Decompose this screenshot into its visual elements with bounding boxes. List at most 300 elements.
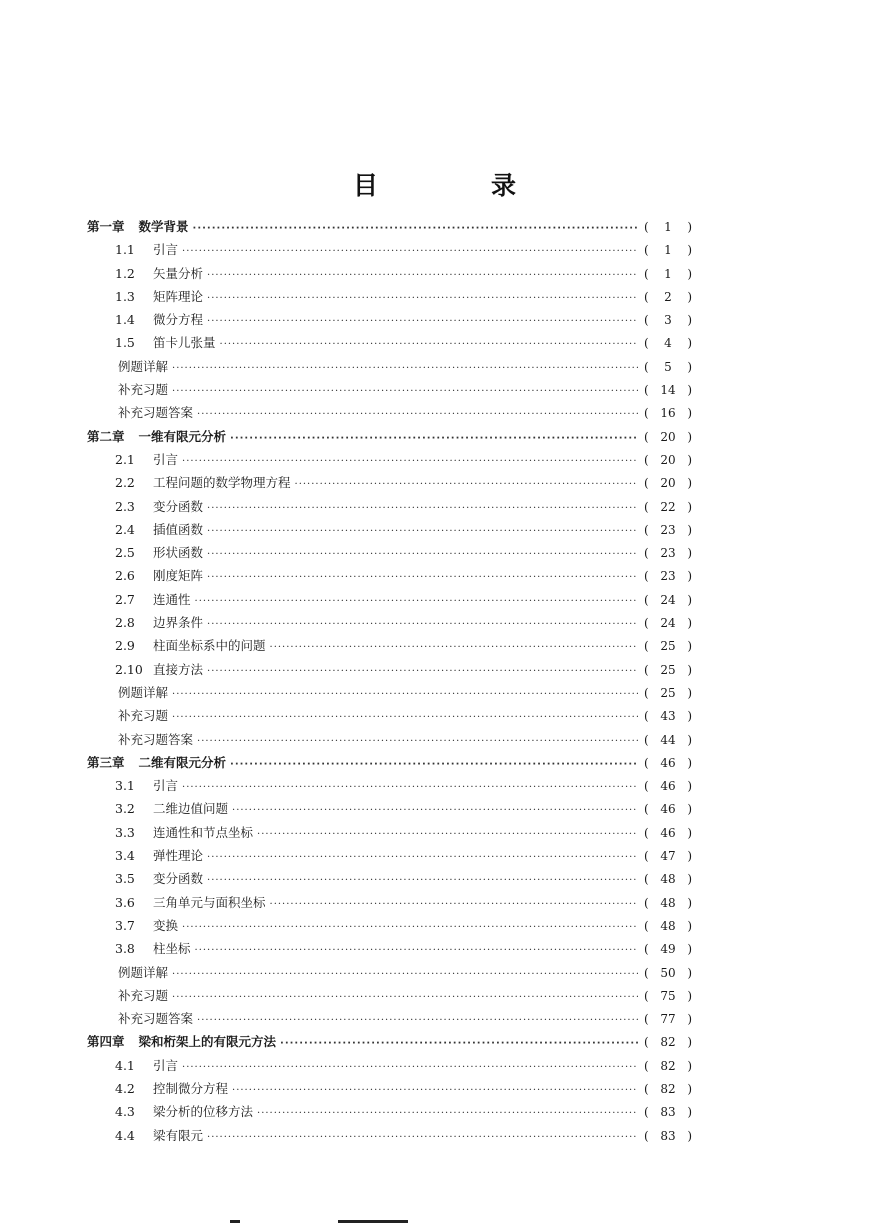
- paren-open: (: [644, 522, 649, 537]
- dot-leader: [280, 1032, 638, 1055]
- paren-close: ): [687, 336, 692, 351]
- paren-open: (: [644, 266, 649, 281]
- paren-close: ): [687, 406, 692, 421]
- paren-open: (: [644, 569, 649, 584]
- table-of-contents: [87, 215, 692, 1147]
- dot-leader: [207, 520, 638, 543]
- toc-page-number: [644, 449, 692, 472]
- toc-entry-title: 补充习题答案: [118, 405, 194, 421]
- toc-page-number: [644, 1008, 692, 1031]
- paren-open: (: [644, 592, 649, 607]
- toc-entry-heading: [87, 588, 191, 611]
- paren-close: ): [687, 639, 692, 654]
- paren-close: ): [687, 709, 692, 724]
- dot-leader: [207, 613, 638, 636]
- paren-open: (: [644, 685, 649, 700]
- paren-open: (: [644, 965, 649, 980]
- page-number-value: 46: [660, 779, 676, 794]
- toc-entry-title: 梁和桁架上的有限元方法: [138, 1034, 277, 1050]
- toc-page-number: [644, 1078, 692, 1101]
- dot-leader: [197, 403, 638, 426]
- toc-page-number: [644, 332, 692, 355]
- dot-leader: [232, 1079, 638, 1102]
- toc-entry-title: 梁有限元: [153, 1127, 204, 1143]
- paren-close: ): [687, 918, 692, 933]
- toc-page-number: [644, 938, 692, 961]
- paren-open: (: [644, 942, 649, 957]
- toc-entry-row[interactable]: [87, 728, 692, 751]
- paren-open: (: [644, 336, 649, 351]
- toc-entry-title: 变分函数: [153, 871, 204, 887]
- page-number-value: 23: [660, 522, 676, 537]
- toc-entry-row[interactable]: [87, 937, 692, 960]
- toc-entry-title: 引言: [153, 1057, 179, 1073]
- toc-page-number: [644, 659, 692, 682]
- paren-open: (: [644, 802, 649, 817]
- paren-close: ): [687, 429, 692, 444]
- dot-leader: [172, 963, 638, 986]
- toc-page-number: [644, 822, 692, 845]
- page-number-value: 83: [660, 1105, 676, 1120]
- toc-entry-row[interactable]: [87, 774, 692, 797]
- toc-entry-heading: [87, 378, 168, 401]
- paren-close: ): [687, 942, 692, 957]
- toc-entry-row[interactable]: [87, 564, 692, 587]
- dot-leader: [182, 240, 638, 263]
- page-number-value: 48: [660, 872, 676, 887]
- paren-close: ): [687, 1081, 692, 1096]
- toc-entry-row[interactable]: [87, 1124, 692, 1147]
- toc-entry-row[interactable]: [87, 961, 692, 984]
- dot-leader: [232, 799, 638, 822]
- toc-entry-number: 2.6: [115, 568, 135, 584]
- toc-entry-heading: [87, 774, 178, 797]
- toc-entry-number: 1.4: [115, 312, 135, 328]
- page-number-value: 48: [660, 895, 676, 910]
- paren-open: (: [644, 546, 649, 561]
- paren-open: (: [644, 779, 649, 794]
- toc-entry-row[interactable]: [87, 495, 692, 518]
- toc-entry-row[interactable]: [87, 658, 692, 681]
- paren-close: ): [687, 569, 692, 584]
- paren-open: (: [644, 1081, 649, 1096]
- toc-entry-row[interactable]: [87, 821, 692, 844]
- toc-entry-title: 矢量分析: [153, 265, 204, 281]
- toc-entry-row[interactable]: [87, 262, 692, 285]
- toc-entry-title: 补充习题答案: [118, 731, 194, 747]
- toc-entry-title: 一维有限元分析: [138, 428, 227, 444]
- paren-open: (: [644, 289, 649, 304]
- dot-leader: [182, 450, 638, 473]
- toc-chapter-row[interactable]: [87, 215, 692, 238]
- toc-entry-number: 4.4: [115, 1127, 135, 1143]
- toc-entry-heading: [87, 704, 168, 727]
- toc-entry-heading: [87, 658, 203, 681]
- bottom-edge-mark: [230, 1220, 240, 1223]
- toc-entry-row[interactable]: [87, 401, 692, 424]
- bottom-edge-mark: [338, 1220, 408, 1223]
- toc-entry-row[interactable]: [87, 238, 692, 261]
- page-number-value: 2: [664, 289, 672, 304]
- toc-entry-heading: [87, 331, 216, 354]
- paren-open: (: [644, 429, 649, 444]
- page-number-value: 46: [660, 755, 676, 770]
- toc-entry-number: 3.7: [115, 917, 135, 933]
- paren-open: (: [644, 755, 649, 770]
- toc-entry-row[interactable]: [87, 471, 692, 494]
- toc-page-number: [644, 775, 692, 798]
- page-number-value: 83: [660, 1128, 676, 1143]
- toc-chapter-row[interactable]: [87, 751, 692, 774]
- toc-entry-row[interactable]: [87, 355, 692, 378]
- toc-entry-title: 控制微分方程: [153, 1080, 229, 1096]
- toc-entry-number: 3.3: [115, 824, 135, 840]
- paren-close: ): [687, 289, 692, 304]
- toc-entry-row[interactable]: [87, 448, 692, 471]
- toc-page-number: [644, 565, 692, 588]
- paren-open: (: [644, 1058, 649, 1073]
- toc-entry-title: 形状函数: [153, 545, 204, 561]
- toc-page-number: [644, 985, 692, 1008]
- page-number-value: 5: [664, 359, 672, 374]
- page-title: 目 录: [352, 171, 560, 200]
- paren-open: (: [644, 499, 649, 514]
- toc-page-number: [644, 379, 692, 402]
- paren-open: (: [644, 639, 649, 654]
- paren-open: (: [644, 616, 649, 631]
- page-number-value: 20: [660, 429, 676, 444]
- toc-entry-number: 2.5: [115, 545, 135, 561]
- paren-close: ): [687, 546, 692, 561]
- toc-entry-title: 变换: [153, 917, 179, 933]
- dot-leader: [172, 380, 638, 403]
- dot-leader: [207, 497, 638, 520]
- toc-entry-row[interactable]: [87, 378, 692, 401]
- toc-entry-number: 1.1: [115, 242, 135, 258]
- dot-leader: [230, 753, 638, 776]
- paren-open: (: [644, 849, 649, 864]
- toc-entry-heading: [87, 215, 189, 238]
- dot-leader: [207, 264, 638, 287]
- toc-page-number: [644, 635, 692, 658]
- toc-entry-title: 补充习题: [118, 382, 169, 398]
- toc-entry-number: 3.1: [115, 778, 135, 794]
- toc-entry-heading: [87, 308, 203, 331]
- toc-entry-row[interactable]: [87, 285, 692, 308]
- paren-open: (: [644, 988, 649, 1003]
- toc-entry-row[interactable]: [87, 704, 692, 727]
- toc-page-number: [644, 962, 692, 985]
- paren-close: ): [687, 802, 692, 817]
- toc-entry-number: 3.2: [115, 801, 135, 817]
- toc-page-number: [644, 542, 692, 565]
- paren-open: (: [644, 243, 649, 258]
- paren-open: (: [644, 383, 649, 398]
- toc-entry-heading: [87, 634, 266, 657]
- dot-leader: [207, 287, 638, 310]
- toc-page-number: [644, 798, 692, 821]
- page-number-value: 46: [660, 802, 676, 817]
- paren-open: (: [644, 709, 649, 724]
- paren-close: ): [687, 755, 692, 770]
- toc-entry-title: 微分方程: [153, 312, 204, 328]
- paren-open: (: [644, 1128, 649, 1143]
- toc-chapter-row[interactable]: [87, 1030, 692, 1053]
- toc-entry-number: 2.8: [115, 615, 135, 631]
- page-number-value: 23: [660, 546, 676, 561]
- page-number-value: 43: [660, 709, 676, 724]
- dot-leader: [195, 939, 638, 962]
- page-number-value: 20: [660, 476, 676, 491]
- toc-page-number: [644, 589, 692, 612]
- paren-close: ): [687, 1035, 692, 1050]
- paren-close: ): [687, 243, 692, 258]
- paren-open: (: [644, 732, 649, 747]
- paren-close: ): [687, 476, 692, 491]
- page-number-value: 1: [664, 243, 672, 258]
- paren-close: ): [687, 1105, 692, 1120]
- toc-entry-title: 梁分析的位移方法: [153, 1104, 254, 1120]
- toc-page-number: [644, 868, 692, 891]
- toc-entry-heading: [87, 541, 203, 564]
- toc-entry-heading: [87, 471, 291, 494]
- paren-close: ): [687, 592, 692, 607]
- dot-leader: [220, 333, 638, 356]
- toc-entry-number: 2.3: [115, 498, 135, 514]
- toc-entry-title: 补充习题: [118, 987, 169, 1003]
- dot-leader: [172, 986, 638, 1009]
- toc-page-number: [644, 612, 692, 635]
- paren-close: ): [687, 266, 692, 281]
- toc-entry-heading: [87, 937, 191, 960]
- paren-close: ): [687, 1128, 692, 1143]
- paren-close: ): [687, 779, 692, 794]
- paren-close: ): [687, 849, 692, 864]
- toc-entry-row[interactable]: [87, 891, 692, 914]
- toc-entry-heading: [87, 1030, 276, 1053]
- toc-entry-title: 工程问题的数学物理方程: [153, 475, 291, 491]
- dot-leader: [207, 543, 638, 566]
- toc-entry-row[interactable]: [87, 634, 692, 657]
- toc-entry-title: 补充习题: [118, 708, 169, 724]
- paren-open: (: [644, 662, 649, 677]
- toc-page-number: [644, 845, 692, 868]
- toc-entry-row[interactable]: [87, 914, 692, 937]
- toc-entry-row[interactable]: [87, 331, 692, 354]
- toc-entry-number: 4.3: [115, 1104, 135, 1120]
- dot-leader: [207, 566, 638, 589]
- toc-entry-row[interactable]: [87, 984, 692, 1007]
- page-number-value: 75: [660, 988, 676, 1003]
- toc-entry-row[interactable]: [87, 1077, 692, 1100]
- paren-close: ): [687, 662, 692, 677]
- page-number-value: 22: [660, 499, 676, 514]
- toc-entry-row[interactable]: [87, 308, 692, 331]
- paren-close: ): [687, 825, 692, 840]
- toc-entry-number: 1.3: [115, 288, 135, 304]
- toc-entry-number: 2.10: [115, 661, 143, 677]
- dot-leader: [257, 1102, 638, 1125]
- toc-entry-title: 矩阵理论: [153, 288, 204, 304]
- toc-page-number: [644, 705, 692, 728]
- toc-entry-number: 4.1: [115, 1057, 135, 1073]
- toc-entry-heading: [87, 495, 203, 518]
- paren-close: ): [687, 359, 692, 374]
- toc-page-number: [644, 356, 692, 379]
- toc-entry-number: 2.1: [115, 451, 135, 467]
- dot-leader: [207, 660, 638, 683]
- toc-entry-heading: [87, 751, 226, 774]
- toc-entry-title: 例题详解: [118, 964, 169, 980]
- page-number-value: 24: [660, 616, 676, 631]
- toc-entry-number: 2.2: [115, 475, 135, 491]
- toc-entry-number: 3.8: [115, 941, 135, 957]
- page-number-value: 16: [660, 406, 676, 421]
- toc-entry-heading: [87, 518, 203, 541]
- paren-open: (: [644, 452, 649, 467]
- toc-entry-heading: [87, 728, 193, 751]
- toc-page-number: [644, 286, 692, 309]
- toc-entry-heading: [87, 355, 168, 378]
- toc-page-number: [644, 1101, 692, 1124]
- paren-close: ): [687, 732, 692, 747]
- toc-entry-number: 3.4: [115, 848, 135, 864]
- toc-entry-heading: [87, 961, 168, 984]
- page-number-value: 25: [660, 639, 676, 654]
- paren-open: (: [644, 872, 649, 887]
- toc-page-number: [644, 915, 692, 938]
- toc-entry-title: 二维有限元分析: [138, 754, 227, 770]
- page-number-value: 47: [660, 849, 676, 864]
- toc-entry-row[interactable]: [87, 1007, 692, 1030]
- page-number-value: 46: [660, 825, 676, 840]
- paren-close: ): [687, 499, 692, 514]
- page-number-value: 24: [660, 592, 676, 607]
- toc-entry-heading: [87, 914, 178, 937]
- toc-entry-row[interactable]: [87, 611, 692, 634]
- toc-entry-title: 数学背景: [138, 219, 189, 234]
- dot-leader: [207, 846, 638, 869]
- toc-entry-row[interactable]: [87, 518, 692, 541]
- page-number-value: 4: [664, 336, 672, 351]
- toc-page-number: [644, 216, 692, 239]
- toc-page-number: [644, 496, 692, 519]
- toc-entry-title: 刚度矩阵: [153, 568, 204, 584]
- page-number-value: 50: [660, 965, 676, 980]
- dot-leader: [172, 706, 638, 729]
- toc-entry-row[interactable]: [87, 797, 692, 820]
- page-number-value: 25: [660, 685, 676, 700]
- toc-entry-row[interactable]: [87, 681, 692, 704]
- dot-leader: [230, 427, 638, 450]
- toc-entry-heading: [87, 1054, 178, 1077]
- toc-entry-heading: [87, 564, 203, 587]
- toc-entry-number: 第一章: [87, 219, 125, 234]
- toc-entry-row[interactable]: [87, 1054, 692, 1077]
- toc-entry-title: 变分函数: [153, 498, 204, 514]
- paren-open: (: [644, 918, 649, 933]
- dot-leader: [197, 730, 638, 753]
- toc-entry-title: 例题详解: [118, 358, 169, 374]
- toc-entry-heading: [87, 1077, 228, 1100]
- paren-close: ): [687, 313, 692, 328]
- toc-page-number: [644, 892, 692, 915]
- toc-entry-title: 三角单元与面积坐标: [153, 894, 266, 910]
- toc-entry-heading: [87, 821, 253, 844]
- toc-entry-title: 连通性: [153, 591, 191, 607]
- paren-open: (: [644, 895, 649, 910]
- toc-entry-number: 第四章: [87, 1034, 125, 1050]
- toc-entry-title: 补充习题答案: [118, 1011, 194, 1027]
- page-number-value: 20: [660, 452, 676, 467]
- toc-page-number: [644, 402, 692, 425]
- toc-page-number: [644, 1055, 692, 1078]
- dot-leader: [182, 1056, 638, 1079]
- toc-entry-row[interactable]: [87, 844, 692, 867]
- toc-entry-title: 连通性和节点坐标: [153, 824, 254, 840]
- toc-entry-number: 3.5: [115, 871, 135, 887]
- paren-close: ): [687, 522, 692, 537]
- toc-page-number: [644, 729, 692, 752]
- paren-open: (: [644, 406, 649, 421]
- toc-entry-heading: [87, 611, 203, 634]
- toc-entry-row[interactable]: [87, 867, 692, 890]
- dot-leader: [197, 1009, 638, 1032]
- dot-leader: [207, 1126, 638, 1149]
- toc-entry-title: 插值函数: [153, 521, 204, 537]
- paren-close: ): [687, 872, 692, 887]
- toc-entry-number: 2.4: [115, 521, 135, 537]
- paren-close: ): [687, 685, 692, 700]
- paren-close: ): [687, 1058, 692, 1073]
- toc-entry-number: 1.5: [115, 335, 135, 351]
- toc-chapter-row[interactable]: [87, 425, 692, 448]
- toc-entry-heading: [87, 797, 228, 820]
- toc-entry-row[interactable]: [87, 1100, 692, 1123]
- paren-close: ): [687, 452, 692, 467]
- dot-leader: [182, 776, 638, 799]
- dot-leader: [257, 823, 638, 846]
- toc-page-number: [644, 472, 692, 495]
- toc-page-number: [644, 752, 692, 775]
- dot-leader: [207, 310, 638, 333]
- toc-entry-number: 第二章: [87, 428, 125, 444]
- toc-page-number: [644, 309, 692, 332]
- toc-entry-title: 柱面坐标系中的问题: [153, 638, 266, 654]
- paren-close: ): [687, 988, 692, 1003]
- dot-leader: [182, 916, 638, 939]
- toc-entry-row[interactable]: [87, 541, 692, 564]
- toc-entry-heading: [87, 285, 203, 308]
- paren-close: ): [687, 220, 692, 234]
- paren-open: (: [644, 1012, 649, 1027]
- toc-entry-heading: [87, 425, 226, 448]
- toc-entry-heading: [87, 401, 193, 424]
- paren-close: ): [687, 895, 692, 910]
- toc-entry-number: 第三章: [87, 754, 125, 770]
- page-number-value: 25: [660, 662, 676, 677]
- toc-entry-heading: [87, 262, 203, 285]
- page-number-value: 82: [660, 1035, 676, 1050]
- toc-entry-title: 例题详解: [118, 684, 169, 700]
- dot-leader: [195, 590, 638, 613]
- paren-open: (: [644, 1035, 649, 1050]
- toc-page-number: [644, 239, 692, 262]
- toc-page-number: [644, 519, 692, 542]
- paren-close: ): [687, 1012, 692, 1027]
- toc-entry-row[interactable]: [87, 588, 692, 611]
- toc-entry-title: 柱坐标: [153, 941, 191, 957]
